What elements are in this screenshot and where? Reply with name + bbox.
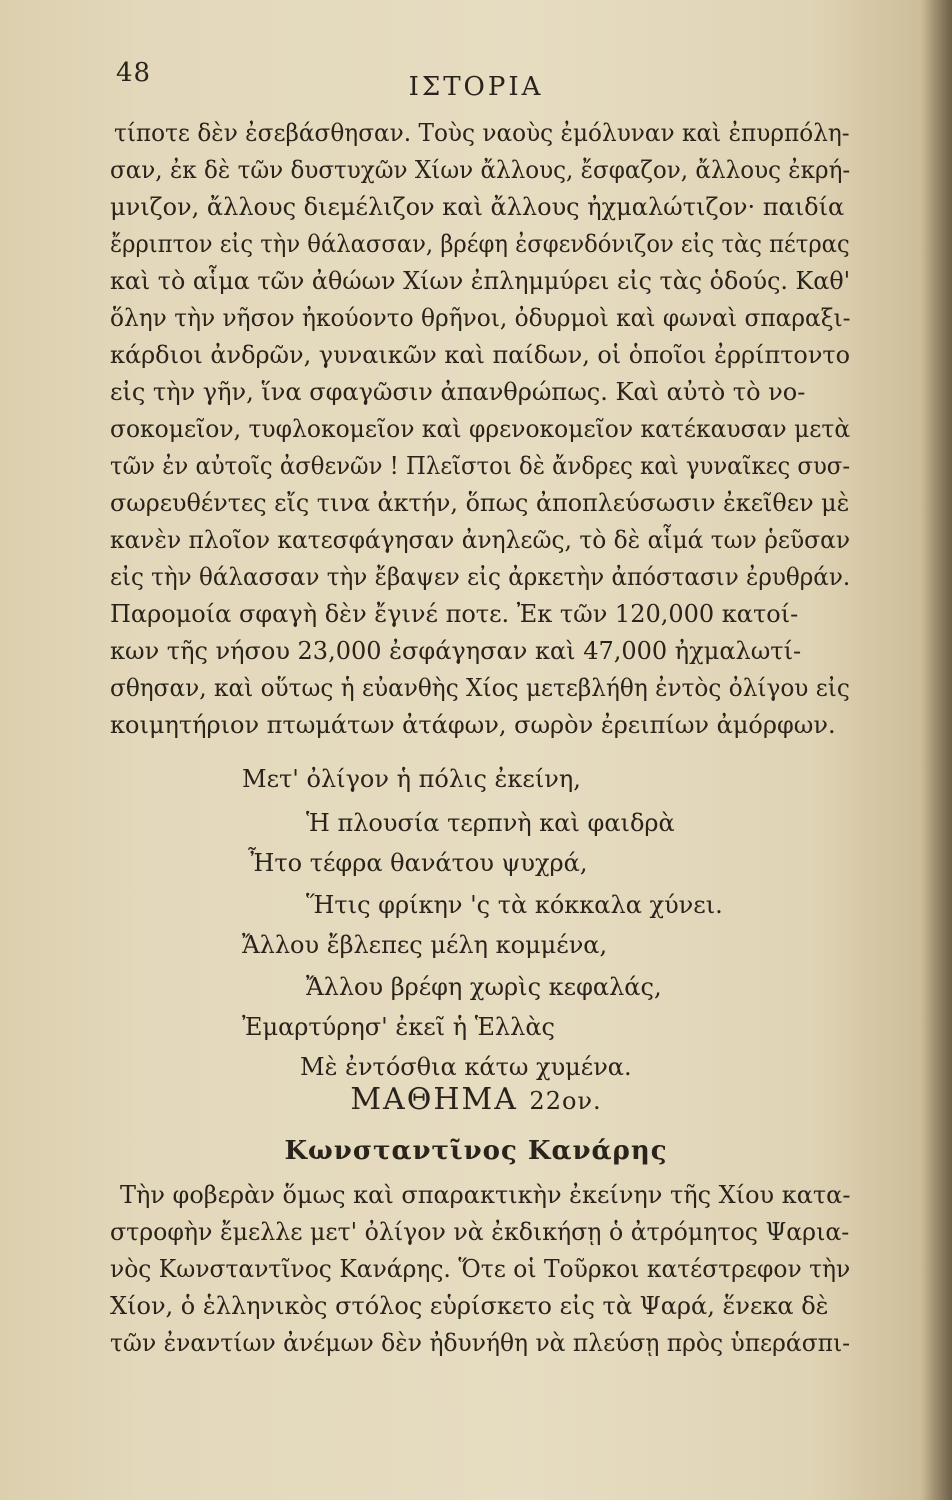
- text-line: Τὴν φοβερὰν ὅμως καὶ σπαρακτικὴν ἐκείνην τῆς Χίου κατα-: [120, 1181, 851, 1209]
- text-line: τῶν ἐναντίων ἀνέμων δὲν ἠδυνήθη νὰ πλεύσῃ πρὸς ὑπεράσπι-: [110, 1329, 851, 1357]
- text-line: ὅλην τὴν νῆσον ἠκούοντο θρῆνοι, ὀδυρμοὶ καὶ φωναὶ σπαραξι-: [110, 304, 851, 332]
- poem-line: Ἄλλου βρέφη χωρὶς κεφαλάς,: [306, 973, 662, 1001]
- text-line: σθησαν, καὶ οὕτως ἡ εὐανθὴς Χίος μετεβλήθη ἐντὸς ὀλίγου εἰς: [110, 674, 850, 702]
- text-line: τῶν ἐν αὐτοῖς ἀσθενῶν ! Πλεῖστοι δὲ ἄνδρες καὶ γυναῖκες συσ-: [110, 452, 851, 480]
- text-line: στροφὴν ἔμελλε μετ' ὀλίγον νὰ ἐκδικήσῃ ὁ ἀτρόμητος Ψαρια-: [110, 1218, 850, 1246]
- text-line: εἰς τὴν θάλασσαν τὴν ἔβαψεν εἰς ἀρκετὴν ἀπόστασιν ἐρυθράν.: [110, 563, 851, 591]
- page-number: 48: [116, 58, 152, 88]
- poem-line: Ἦτο τέφρα θανάτου ψυχρά,: [248, 849, 588, 877]
- running-head: ΙΣΤΟΡΙΑ: [408, 72, 544, 102]
- text-line: κανὲν πλοῖον κατεσφάγησαν ἀνηλεῶς, τὸ δὲ αἷμά των ῥεῦσαν: [110, 526, 850, 554]
- poem-line: Ἐμαρτύρησ' ἐκεῖ ἡ Ἑλλὰς: [242, 1013, 555, 1041]
- text-line: σοκομεῖον, τυφλοκομεῖον καὶ φρενοκομεῖον κατέκαυσαν μετὰ: [110, 415, 851, 443]
- text-line: τίποτε δὲν ἐσεβάσθησαν. Τοὺς ναοὺς ἐμόλυναν καὶ ἐπυρπόλη-: [114, 119, 850, 147]
- text-line: εἰς τὴν γῆν, ἵνα σφαγῶσιν ἀπανθρώπως. Καὶ αὐτὸ τὸ νο-: [110, 378, 806, 406]
- text-line: Χίον, ὁ ἑλληνικὸς στόλος εὑρίσκετο εἰς τὰ Ψαρά, ἕνεκα δὲ: [110, 1292, 829, 1320]
- text-line: κοιμητήριον πτωμάτων ἀτάφων, σωρὸν ἐρειπίων ἀμόρφων.: [110, 711, 836, 739]
- text-line: νὸς Κωνσταντῖνος Κανάρης. Ὅτε οἱ Τοῦρκοι κατέστρεφον τὴν: [110, 1255, 851, 1283]
- lesson-title: ΜΑΘΗΜΑ: [350, 1082, 518, 1117]
- text-line: σαν, ἐκ δὲ τῶν δυστυχῶν Χίων ἄλλους, ἔσφαζον, ἄλλους ἐκρή-: [110, 156, 851, 184]
- text-line: κων τῆς νήσου 23,000 ἐσφάγησαν καὶ 47,000 ἠχμαλωτί-: [110, 637, 802, 665]
- poem-line: Μετ' ὀλίγον ἡ πόλις ἐκείνη,: [242, 765, 581, 793]
- text-line: κάρδιοι ἀνδρῶν, γυναικῶν καὶ παίδων, οἱ ὁποῖοι ἐρρίπτοντο: [110, 341, 851, 369]
- poem-line: Ἡ πλουσία τερπνὴ καὶ φαιδρὰ: [306, 809, 675, 837]
- poem-line: Ἄλλου ἔβλεπες μέλη κομμένα,: [242, 931, 608, 959]
- text-line: καὶ τὸ αἷμα τῶν ἀθώων Χίων ἐπλημμύρει εἰς τὰς ὁδούς. Καθ': [110, 267, 851, 295]
- text-line: ἔρριπτον εἰς τὴν θάλασσαν, βρέφη ἐσφενδόνιζον εἰς τὰς πέτρας: [110, 230, 850, 258]
- poem-line: Ἥτις φρίκην 'ς τὰ κόκκαλα χύνει.: [306, 891, 723, 919]
- page-binding-shadow: [920, 0, 952, 1500]
- lesson-number: 22ον.: [529, 1087, 602, 1115]
- section-title: Κωνσταντῖνος Κανάρης: [284, 1136, 668, 1166]
- lesson-heading: [0, 1082, 952, 1117]
- poem-line: Μὲ ἐντόσθια κάτω χυμένα.: [300, 1053, 632, 1081]
- text-line: μνιζον, ἄλλους διεμέλιζον καὶ ἄλλους ἠχμαλώτιζον· παιδία: [110, 193, 845, 221]
- text-line: Παρομοία σφαγὴ δὲν ἔγινέ ποτε. Ἐκ τῶν 120,000 κατοί-: [110, 600, 799, 628]
- text-line: σωρευθέντες εἴς τινα ἀκτήν, ὅπως ἀποπλεύσωσιν ἐκεῖθεν μὲ: [110, 489, 850, 517]
